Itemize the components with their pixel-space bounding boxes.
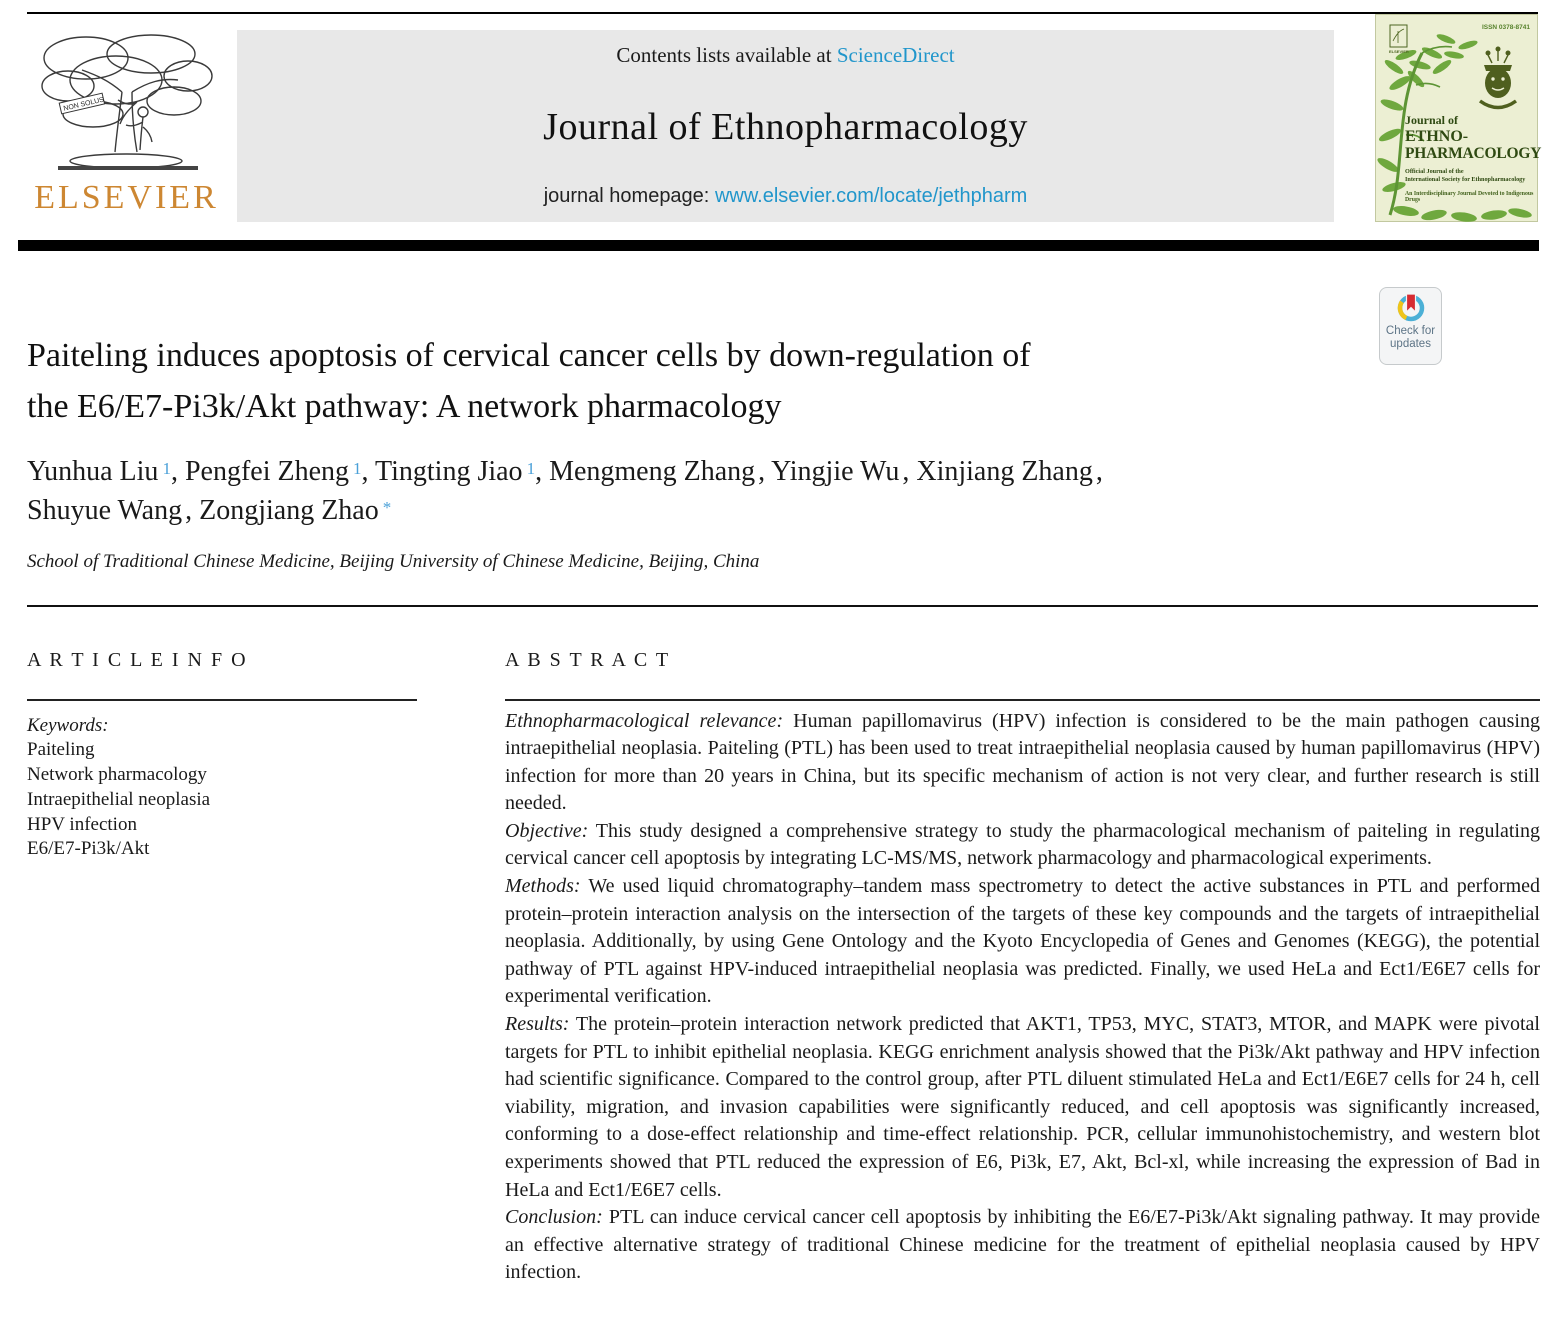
author-separator: , bbox=[535, 456, 550, 487]
keyword-item: Paiteling bbox=[27, 739, 95, 761]
contents-line bbox=[237, 43, 1334, 68]
elsevier-logo bbox=[24, 28, 229, 224]
cover-subtitle-1: Official Journal of the bbox=[1405, 168, 1464, 175]
article-info-rule bbox=[27, 699, 417, 701]
author-name: Yunhua Liu bbox=[27, 456, 159, 487]
author-separator: , bbox=[170, 456, 185, 487]
top-rule-divider bbox=[27, 12, 1538, 14]
author-name: Tingting Jiao bbox=[375, 456, 523, 487]
abstract-rule bbox=[505, 699, 1540, 701]
homepage-url-link[interactable]: www.elsevier.com/locate/jethpharm bbox=[714, 185, 1028, 207]
author-list bbox=[27, 452, 1367, 530]
keyword-item: Network pharmacology bbox=[27, 764, 207, 786]
cover-pharmacology: PHARMACOLOGY bbox=[1405, 145, 1542, 162]
author-separator: , bbox=[185, 495, 200, 526]
cover-ethno: ETHNO- bbox=[1405, 128, 1469, 145]
author-name: Xinjiang Zhang bbox=[916, 456, 1093, 487]
contents-prefix: Contents lists available at bbox=[616, 43, 832, 67]
abstract-section-label: Ethnopharmacological relevance: bbox=[505, 709, 784, 732]
abstract-section-label: Results: bbox=[505, 1013, 570, 1036]
author-separator: , bbox=[758, 456, 772, 487]
abstract-section-label: Objective: bbox=[505, 819, 589, 842]
author-superscript: 1 bbox=[162, 459, 171, 478]
homepage-line bbox=[237, 185, 1334, 208]
masthead-bottom-bar bbox=[18, 240, 1539, 251]
check-updates-icon bbox=[1391, 291, 1431, 325]
abstract-section: Conclusion: PTL can induce cervical cancer cell apoptosis by inhibiting the E6/E7-Pi3k/Akt signaling pathway. It may provide an effective alternative strategy of traditional Chinese medicine for the treatment of epithelial neoplasia caused by HPV infection. bbox=[505, 1206, 1540, 1284]
abstract-section: Methods: We used liquid chromatography–tandem mass spectrometry to detect the active substances in PTL and performed protein–protein interaction analysis on the intersection of the targets of these key compounds and the targets of intraepithelial neoplasia. Additionally, by using Gene Ontology and the Kyoto Encyclopedia of Genes and Genomes (KEGG), the potential pathway of PTL against HPV-induced intraepithelial neoplasia was predicted. Finally, we used HeLa and Ect1/E6E7 cells for experimental verification. bbox=[505, 875, 1540, 1008]
cover-issn: ISSN 0378-8741 bbox=[1481, 24, 1530, 31]
author-name: Shuyue Wang bbox=[27, 495, 183, 526]
homepage-prefix: journal homepage: bbox=[543, 185, 710, 207]
author-superscript: * bbox=[382, 498, 392, 517]
cover-journal-of: Journal of bbox=[1405, 113, 1459, 127]
author-name: Pengfei Zheng bbox=[184, 456, 349, 487]
affiliation: School of Traditional Chinese Medicine, Beijing University of Chinese Medicine, Beijing, China bbox=[27, 551, 760, 572]
keywords-label: Keywords: bbox=[27, 714, 109, 736]
abstract-section: Results: The protein–protein interaction network predicted that AKT1, TP53, MYC, STAT3, MTOR, and MAPK were pivotal targets for PTL to inhibit epithelial neoplasia. KEGG enrichment analysis showed that the Pi3k/Akt pathway and HPV infection had scientific significance. Compared to the control group, after PTL diluent stimulated HeLa and Ect1/E6E7 cells for 24 h, cell viability, migration, and invasion capabilities were significantly reduced, and cell apoptosis was significantly increased, conforming to a dose-effect relationship and time-effect relationship. PCR, cellular immunohistochemistry, and western blot experiments showed that PTL reduced the expression of E6, Pi3k, E7, Akt, Bcl-xl, while increasing the expression of Bad in HeLa and Ect1/E6E7 cells. bbox=[505, 1013, 1540, 1201]
article-title: Paiteling induces apoptosis of cervical cancer cells by down-regulation of the E6/E7-Pi3k/Akt pathway: A network pharmacology bbox=[27, 337, 1031, 425]
section-divider-rule bbox=[27, 605, 1538, 607]
article-info-heading: A R T I C L E I N F O bbox=[27, 649, 248, 671]
sciencedirect-link[interactable]: ScienceDirect bbox=[836, 43, 955, 67]
author-separator: , bbox=[902, 456, 917, 487]
article-info-column bbox=[27, 648, 417, 862]
svg-text:ELSEVIER: ELSEVIER bbox=[1389, 49, 1409, 54]
journal-masthead bbox=[237, 30, 1334, 222]
abstract-section-label: Methods: bbox=[505, 875, 581, 898]
abstract-section: Ethnopharmacological relevance: Human papillomavirus (HPV) infection is considered to be the main pathogen causing intraepithelial neoplasia. Paiteling (PTL) has been used to treat intraepithelial neoplasia caused by human papillomavirus (HPV) infection for more than 20 years in China, but its specific mechanism of action is not very clear, and further research is still needed. bbox=[505, 709, 1540, 815]
author-line bbox=[27, 491, 1367, 530]
cover-title-block bbox=[1405, 113, 1541, 203]
non-solus-ribbon: NON SOLUS bbox=[62, 96, 105, 113]
elsevier-tree-icon bbox=[36, 28, 218, 178]
author-separator: , bbox=[361, 456, 375, 487]
author-superscript: 1 bbox=[526, 459, 536, 478]
journal-title: Journal of Ethnopharmacology bbox=[543, 105, 1028, 148]
keywords-block bbox=[27, 714, 417, 863]
author-separator: , bbox=[1095, 456, 1103, 487]
author-superscript: 1 bbox=[353, 459, 362, 478]
abstract-column bbox=[505, 648, 1540, 1287]
abstract-section-label: Conclusion: bbox=[505, 1206, 603, 1229]
keyword-list bbox=[27, 738, 417, 862]
badge-text-line1: Check for bbox=[1385, 325, 1436, 337]
keyword-item: E6/E7-Pi3k/Akt bbox=[27, 838, 150, 860]
author-name: Mengmeng Zhang bbox=[549, 456, 756, 487]
author-line bbox=[27, 452, 1367, 491]
keyword-item: HPV infection bbox=[27, 813, 137, 835]
author-name: Yingjie Wu bbox=[771, 456, 900, 487]
abstract-section: Objective: This study designed a comprehensive strategy to study the pharmacological mechanism of paiteling in regulating cervical cancer cell apoptosis by integrating LC-MS/MS, network pharmacology and pharmacological experiments. bbox=[505, 819, 1540, 870]
check-for-updates-badge[interactable] bbox=[1379, 287, 1442, 365]
author-name: Zongjiang Zhao bbox=[199, 495, 379, 526]
abstract-body bbox=[505, 708, 1540, 1287]
badge-text-line2: updates bbox=[1390, 338, 1431, 350]
elsevier-wordmark: ELSEVIER bbox=[34, 179, 219, 216]
cover-tagline: An Interdisciplinary Journal Devoted to Indigenous Drugs bbox=[1405, 191, 1534, 203]
journal-cover-thumbnail[interactable] bbox=[1375, 14, 1542, 222]
abstract-heading: A B S T R A C T bbox=[505, 649, 671, 671]
cover-subtitle-2: International Society for Ethnopharmacology bbox=[1405, 176, 1526, 183]
keyword-item: Intraepithelial neoplasia bbox=[27, 788, 211, 810]
